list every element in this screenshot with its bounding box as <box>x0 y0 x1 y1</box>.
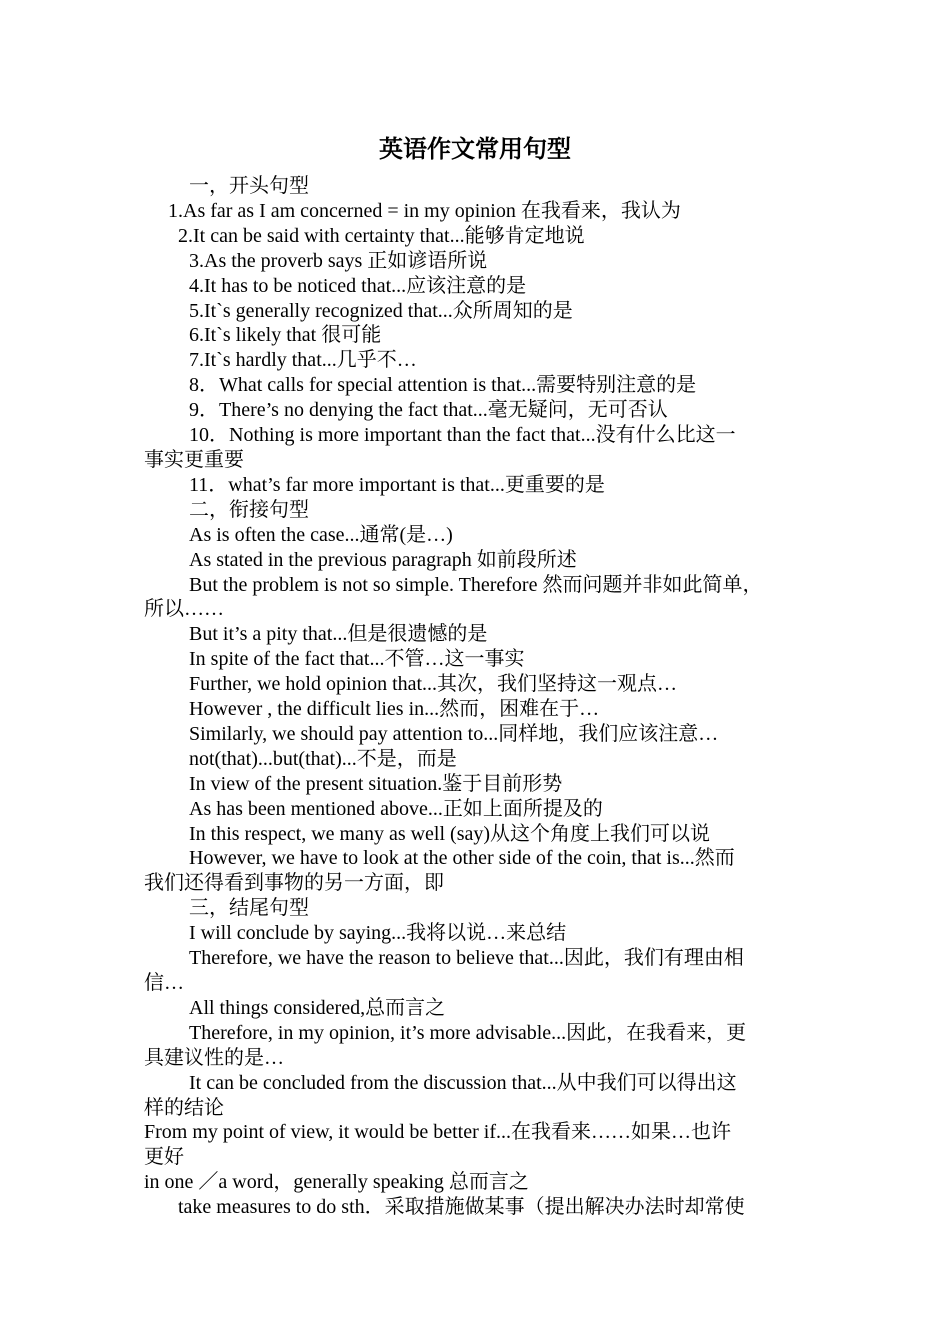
list-item: I will conclude by saying...我将以说…来总结 <box>189 922 567 945</box>
list-item: Therefore, in my opinion, it’s more advisable...因此，在我看来，更 <box>189 1021 747 1044</box>
list-item-continuation: 具建议性的是… <box>144 1046 284 1069</box>
list-item: But it’s a pity that...但是很遗憾的是 <box>189 623 488 646</box>
list-item: Similarly, we should pay attention to...同样地，我们应该注意… <box>189 722 719 745</box>
list-item-continuation: 更好 <box>144 1146 184 1169</box>
list-item: As has been mentioned above...正如上面所提及的 <box>189 797 603 820</box>
list-item-continuation: 我们还得看到事物的另一方面，即 <box>144 872 444 895</box>
list-item: 3.As the proverb says 正如谚语所说 <box>189 249 488 272</box>
list-item: 6.It`s likely that 很可能 <box>189 324 382 347</box>
list-item-continuation: 样的结论 <box>144 1096 224 1119</box>
list-item: not(that)...but(that)...不是，而是 <box>189 747 457 770</box>
section-heading-conclusion: 三，结尾句型 <box>189 897 309 920</box>
list-item: It can be concluded from the discussion that...从中我们可以得出这 <box>189 1071 737 1094</box>
list-item: 7.It`s hardly that...几乎不… <box>189 349 417 372</box>
list-item: 1.As far as I am concerned = in my opinion 在我看来，我认为 <box>168 199 681 222</box>
list-item: However , the difficult lies in...然而，困难在于… <box>189 698 600 721</box>
list-item: But the problem is not so simple. Therefore 然而问题并非如此简单， <box>189 573 763 596</box>
list-item: However, we have to look at the other side of the coin, that is...然而 <box>189 847 735 870</box>
list-item: All things considered,总而言之 <box>189 996 446 1019</box>
document-body <box>144 174 814 1220</box>
list-item: From my point of view, it would be better if...在我看来……如果…也许 <box>144 1121 731 1144</box>
list-item: In this respect, we many as well (say)从这个角度上我们可以说 <box>189 822 711 845</box>
list-item-continuation: 事实更重要 <box>144 448 244 471</box>
list-item: take measures to do sth．采取措施做某事（提出解决办法时却常使 <box>178 1196 745 1219</box>
list-item: In view of the present situation.鉴于目前形势 <box>189 772 563 795</box>
list-item: Therefore, we have the reason to believe that...因此，我们有理由相 <box>189 947 744 970</box>
list-item: In spite of the fact that...不管…这一事实 <box>189 648 525 671</box>
list-item: 8．What calls for special attention is that...需要特别注意的是 <box>189 374 697 397</box>
list-item: As is often the case...通常(是…) <box>189 523 453 546</box>
list-item: As stated in the previous paragraph 如前段所述 <box>189 548 577 571</box>
list-item: Further, we hold opinion that...其次，我们坚持这一观点… <box>189 673 678 696</box>
section-heading-opening: 一，开头句型 <box>189 175 309 197</box>
list-item: in one ／a word，generally speaking 总而言之 <box>144 1171 529 1194</box>
list-item-continuation: 所以…… <box>144 598 224 621</box>
list-item: 2.It can be said with certainty that...能够肯定地说 <box>178 224 585 247</box>
section-heading-transition: 二，衔接句型 <box>189 498 309 521</box>
list-item-continuation: 信… <box>144 972 184 994</box>
list-item: 5.It`s generally recognized that...众所周知的是 <box>189 299 573 322</box>
list-item: 10．Nothing is more important than the fact that...没有什么比这一 <box>189 424 736 447</box>
list-item: 11．what’s far more important is that...更重要的是 <box>189 473 605 496</box>
list-item: 9．There’s no denying the fact that...毫无疑问，无可否认 <box>189 399 668 422</box>
document-title: 英语作文常用句型 <box>379 134 571 163</box>
list-item: 4.It has to be noticed that...应该注意的是 <box>189 274 527 297</box>
